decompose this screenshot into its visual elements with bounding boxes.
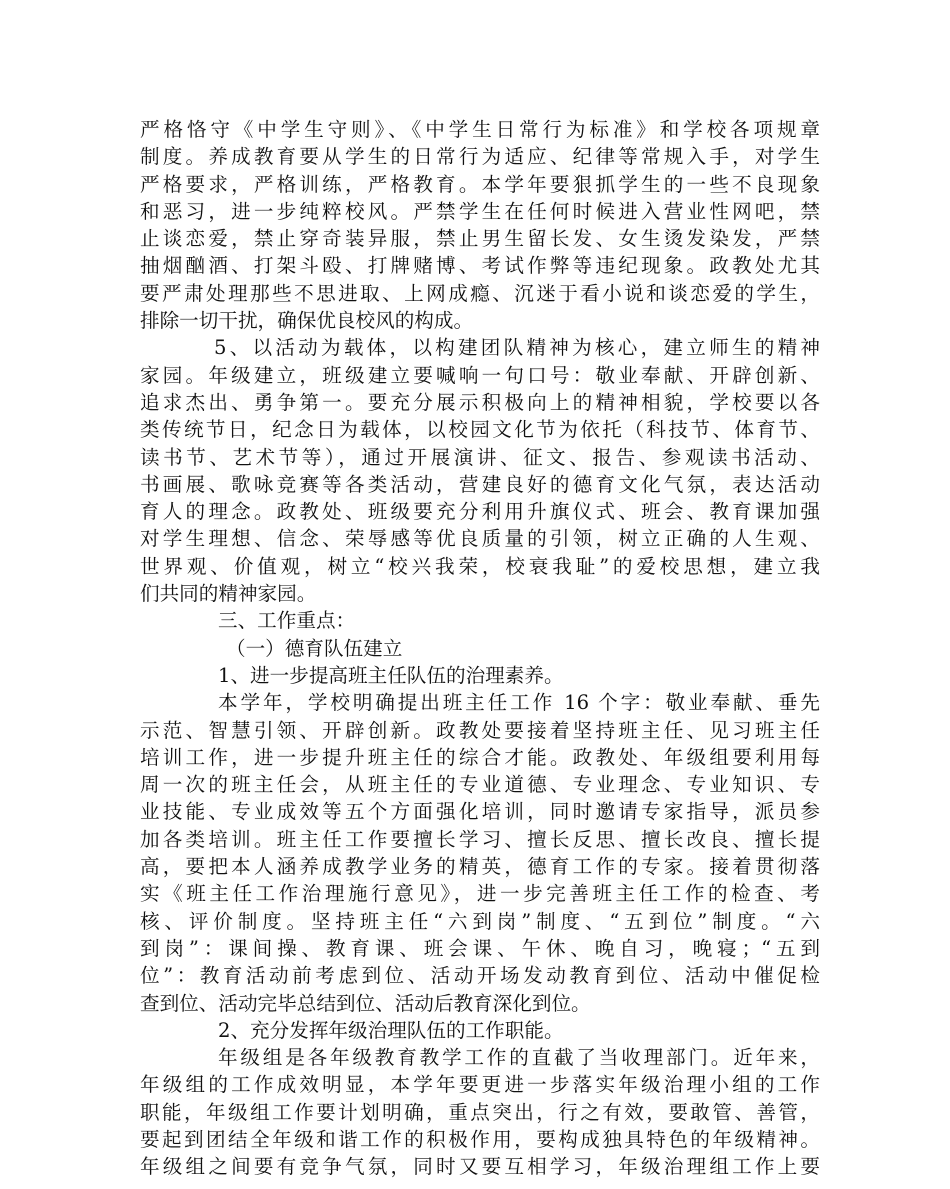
text-line: 核、评价制度。坚持班主任“六到岗”制度、“五到位”制度。“六 bbox=[140, 909, 820, 933]
text-line: 示范、智慧引领、开辟创新。政教处要接着坚持班主任、见习班主任 bbox=[140, 718, 820, 742]
section-heading: 三、工作重点： bbox=[218, 609, 356, 633]
text-line: 类传统节日，纪念日为载体，以校园文化节为依托（科技节、体育节、 bbox=[140, 418, 820, 442]
text-line: 书画展、歌咏竞赛等各类活动，营建良好的德育文化气氛，表达活动 bbox=[140, 472, 820, 496]
body-text bbox=[140, 116, 820, 1181]
text-line: 年级组是各年级教育教学工作的直截了当收理部门。近年来， bbox=[218, 1046, 820, 1070]
text-line: 和恶习，进一步纯粹校风。严禁学生在任何时候进入营业性网吧，禁 bbox=[140, 199, 820, 223]
item-heading: 1、进一步提高班主任队伍的治理素养。 bbox=[218, 663, 564, 687]
text-line: 5、以活动为载体，以构建团队精神为核心，建立师生的精神 bbox=[214, 336, 820, 360]
text-line: 追求杰出、勇争第一。要充分展示积极向上的精神相貌，学校要以各 bbox=[140, 390, 820, 414]
text-line: 要起到团结全年级和谐工作的积极作用，要构成独具特色的年级精神。 bbox=[140, 1127, 820, 1151]
text-line: 加各类培训。班主任工作要擅长学习、擅长反思、擅长改良、擅长提 bbox=[140, 827, 820, 851]
text-line: 们共同的精神家园。 bbox=[140, 582, 317, 606]
text-line: 育人的理念。政教处、班级要充分利用升旗仪式、班会、教育课加强 bbox=[140, 500, 820, 524]
text-line: 家园。年级建立，班级建立要喊响一句口号：敬业奉献、开辟创新、 bbox=[140, 363, 820, 387]
text-line: 排除一切干扰，确保优良校风的构成。 bbox=[140, 309, 474, 333]
text-line: 严格恪守《中学生守则》、《中学生日常行为标准》和学校各项规章 bbox=[140, 118, 820, 141]
item-heading: 2、充分发挥年级治理队伍的工作职能。 bbox=[218, 1018, 564, 1042]
text-line: 抽烟酗酒、打架斗殴、打牌赌博、考试作弊等违纪现象。政教处尤其 bbox=[140, 254, 820, 278]
text-line: 本学年，学校明确提出班主任工作 16 个字：敬业奉献、垂先 bbox=[218, 691, 820, 715]
text-line: 世界观、价值观，树立“校兴我荣，校衰我耻”的爱校思想，建立我 bbox=[140, 554, 820, 578]
text-line: 位”：教育活动前考虑到位、活动开场发动教育到位、活动中催促检 bbox=[140, 964, 820, 988]
text-line: 年级组的工作成效明显，本学年要更进一步落实年级治理小组的工作 bbox=[140, 1073, 820, 1097]
text-line: 实《班主任工作治理施行意见》，进一步完善班主任工作的检查、考 bbox=[140, 882, 820, 906]
text-line: 到岗”：课间操、教育课、班会课、午休、晚自习，晚寝；“五到 bbox=[140, 936, 820, 960]
text-line: 周一次的班主任会，从班主任的专业道德、专业理念、专业知识、专 bbox=[140, 773, 820, 797]
text-line: 查到位、活动完毕总结到位、活动后教育深化到位。 bbox=[140, 991, 591, 1015]
text-line: 制度。养成教育要从学生的日常行为适应、纪律等常规入手，对学生 bbox=[140, 145, 820, 169]
text-line: 培训工作，进一步提升班主任的综合才能。政教处、年级组要利用每 bbox=[140, 745, 820, 769]
text-line: 要严肃处理那些不思进取、上网成瘾、沉迷于看小说和谈恋爱的学生， bbox=[140, 281, 820, 305]
text-line: 业技能、专业成效等五个方面强化培训，同时邀请专家指导，派员参 bbox=[140, 800, 820, 824]
text-line: 读书节、艺术节等），通过开展演讲、征文、报告、参观读书活动、 bbox=[140, 445, 820, 469]
text-line: 对学生理想、信念、荣辱感等优良质量的引领，树立正确的人生观、 bbox=[140, 527, 820, 551]
text-line: 止谈恋爱，禁止穿奇装异服，禁止男生留长发、女生烫发染发，严禁 bbox=[140, 227, 820, 251]
text-line: 年级组之间要有竞争气氛，同时又要互相学习，年级治理组工作上要 bbox=[140, 1155, 820, 1179]
text-line: 高，要把本人涵养成教学业务的精英，德育工作的专家。接着贯彻落 bbox=[140, 855, 820, 879]
text-line: 严格要求，严格训练，严格教育。本学年要狠抓学生的一些不良现象 bbox=[140, 172, 820, 196]
text-line: 职能，年级组工作要计划明确，重点突出，行之有效，要敢管、善管， bbox=[140, 1100, 820, 1124]
subsection-heading: （一）德育队伍建立 bbox=[226, 636, 403, 660]
